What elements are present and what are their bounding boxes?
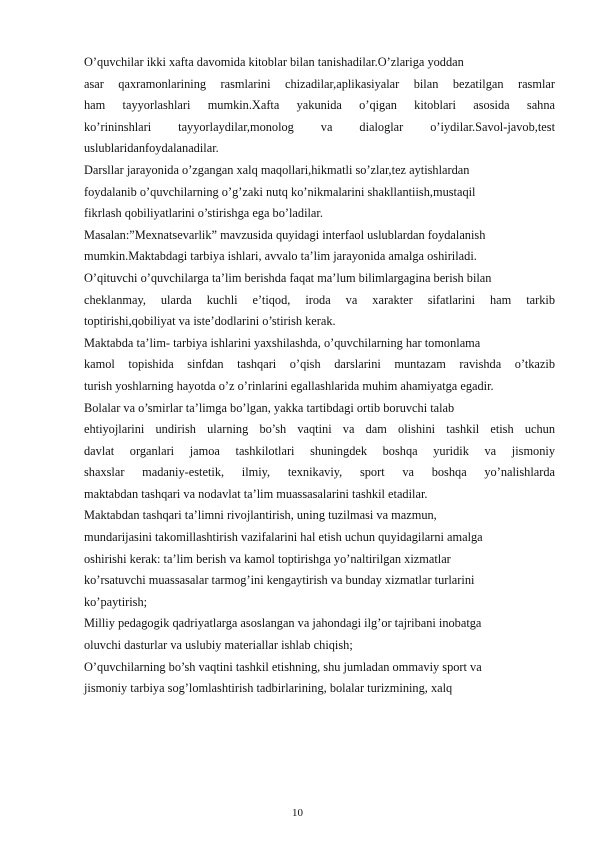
text-line: Darsllar jarayonida o’zgangan xalq maqollari,hikmatli so’zlar,tez aytishlardan xyxy=(84,162,470,177)
text-line: turish yoshlarning hayotda o’z o’rinlarini egallashlarida muhim ahamiyatga egadir. xyxy=(84,378,494,393)
text-line: O’quvchilar ikki xafta davomida kitoblar bilan tanishadilar.O’zlariga yoddan xyxy=(84,55,464,69)
page-number: 10 xyxy=(292,807,303,819)
text-line: kamol topishida sinfdan tashqari o’qish darslarini muntazam ravishda o’tkazib xyxy=(84,357,555,372)
text-line: Maktabda ta’lim- tarbiya ishlarini yaxshilashda, o’quvchilarning har tomonlama xyxy=(84,335,481,350)
text-line: davlat organlari jamoa tashkilotlari shuningdek boshqa yuridik va jismoniy xyxy=(84,443,555,458)
text-line: Milliy pedagogik qadriyatlarga asoslangan va jahondagi ilg’or tajribani inobatga xyxy=(84,616,482,631)
text-line: ham tayyorlashlari mumkin.Xafta yakunida o’qigan kitoblari asosida sahna xyxy=(84,98,555,113)
text-line: oshirishi kerak: ta’lim berish va kamol toptirishga yo’naltirilgan xizmatlar xyxy=(84,551,451,566)
text-line: ehtiyojlarini undirish ularning bo’sh vaqtini va dam olishini tashkil etish uchun xyxy=(84,422,555,437)
text-line: fikrlash qobiliyatlarini o’stirishga ega bo’ladilar. xyxy=(84,206,323,221)
text-line: Masalan:”Mexnatsevarlik” mavzusida quyidagi interfaol uslublardan foydalanish xyxy=(84,227,486,242)
text-line: jismoniy tarbiya sog’lomlashtirish tadbirlarining, bolalar turizmining, xalq xyxy=(84,681,453,696)
text-line: ko’paytirish; xyxy=(84,594,148,609)
text-line: Bolalar va o’smirlar ta’limga bo’lgan, yakka tartibdagi ortib boruvchi talab xyxy=(84,400,455,415)
text-line: O’quvchilarning bo’sh vaqtini tashkil etishning, shu jumladan ommaviy sport va xyxy=(84,659,482,674)
text-line: ko’rsatuvchi muassasalar tarmog’ini kengaytirish va bunday xizmatlar turlarini xyxy=(84,573,475,588)
text-line: toptirishi,qobiliyat va iste’dodlarini o’stirish kerak. xyxy=(84,314,336,329)
text-line: foydalanib o’quvchilarning o’g’zaki nutq ko’nikmalarini shakllantiish,mustaqil xyxy=(84,184,476,199)
text-line: cheklanmay, ularda kuchli e’tiqod, iroda va xarakter sifatlarini ham tarkib xyxy=(84,292,555,307)
text-line: asar qaxramonlarining rasmlarini chizadilar,aplikasiyalar bilan bezatilgan rasmlar xyxy=(84,76,555,91)
text-line: mundarijasini takomillashtirish vazifalarini hal etish uchun quyidagilarni amalga xyxy=(84,530,483,545)
text-line: mumkin.Maktabdagi tarbiya ishlari, avvalo ta’lim jarayonida amalga oshiriladi. xyxy=(84,249,477,264)
text-line: ko’rininshlari tayyorlaydilar,monolog va dialoglar o’iydilar.Savol-javob,test xyxy=(84,119,555,134)
text-line: O’qituvchi o’quvchilarga ta’lim berishda faqat ma’lum bilimlargagina berish bilan xyxy=(84,270,492,285)
text-line: shaxslar madaniy-estetik, ilmiy, texnikaviy, sport va boshqa yo’nalishlarda xyxy=(84,465,555,480)
text-line: Maktabdan tashqari ta’limni rivojlantirish, uning tuzilmasi va mazmun, xyxy=(84,508,437,523)
document-body xyxy=(84,52,555,700)
text-line: uslublaridanfoydalanadilar. xyxy=(84,141,219,156)
text-line: maktabdan tashqari va nodavlat ta’lim muassasalarini tashkil etadilar. xyxy=(84,486,428,501)
text-line: oluvchi dasturlar va uslubiy materiallar ishlab chiqish; xyxy=(84,638,353,653)
